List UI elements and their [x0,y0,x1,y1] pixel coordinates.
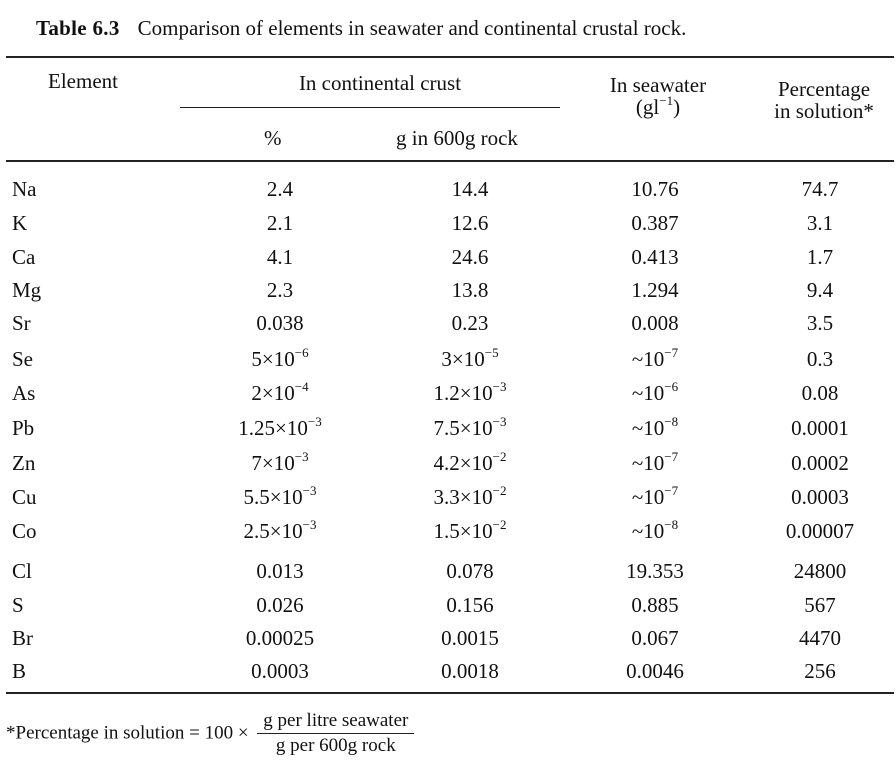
cell-sea: $\sim 10^{-7}$ [631,345,679,371]
cell-pct: $2.5\times 10^{-3}$ [243,517,317,543]
cell-sea: 0.0046 [626,659,684,683]
cell-pct: 0.038 [256,311,304,335]
cell-g: 14.4 [451,177,489,201]
cell-pct: $5.5\times 10^{-3}$ [243,483,317,509]
cell-percentage: 1.7 [806,245,834,269]
crust-group-rule [180,107,560,108]
table-number: Table 6.3 [36,16,120,40]
cell-pct: 0.0003 [251,659,309,683]
bottom-rule [6,692,894,694]
header-percentage-line1: Percentage [777,77,871,101]
row-element: K [12,211,28,235]
header-crust-group: In continental crust [298,71,462,95]
row-element: Zn [12,451,36,475]
cell-g: $3.3\times 10^{-2}$ [433,483,507,509]
row-element: Pb [12,416,35,440]
cell-pct: 2.1 [266,211,294,235]
footnote-numerator: g per litre seawater [257,710,414,734]
footnote-label: *Percentage in solution = 100 × [6,722,249,744]
cell-pct: $5\times 10^{-6}$ [251,345,309,371]
cell-sea: 0.067 [631,626,679,650]
cell-pct: 2.4 [266,177,294,201]
row-element: Ca [12,245,36,269]
cell-sea: $\sim 10^{-8}$ [631,517,679,543]
footnote-denominator: g per 600g rock [275,735,396,756]
cell-sea: $\sim 10^{-8}$ [631,414,679,440]
cell-g: 0.23 [451,311,489,335]
cell-percentage: 3.1 [806,211,834,235]
cell-sea: $\sim 10^{-6}$ [631,379,679,405]
footnote [6,710,414,757]
cell-sea: 19.353 [626,559,684,583]
header-bottom-rule [6,160,894,162]
cell-g: $7.5\times 10^{-3}$ [433,414,507,440]
table-caption [36,16,686,41]
row-element: Co [12,519,37,543]
cell-percentage: 24800 [793,559,847,583]
row-element: Cl [12,559,32,583]
cell-g: 0.0018 [441,659,499,683]
row-element: Mg [12,278,42,302]
cell-g: 0.078 [446,559,494,583]
cell-g: $4.2\times 10^{-2}$ [433,449,507,475]
header-element: Element [48,69,118,93]
header-crust-grams: g in 600g rock [396,126,518,150]
footnote-fraction [257,710,414,757]
cell-percentage: 0.08 [801,381,839,405]
cell-g: $1.5\times 10^{-2}$ [433,517,507,543]
cell-percentage: 74.7 [801,177,839,201]
row-element: S [12,593,24,617]
header-seawater-line2: $(gl^{-1})$ [635,93,681,119]
header-crust-percent: % [264,126,282,150]
table-title: Comparison of elements in seawater and continental crustal rock. [137,16,687,40]
cell-percentage: 4470 [799,626,841,650]
cell-percentage: 0.0003 [791,485,849,509]
cell-sea: 0.885 [631,593,679,617]
row-element: Br [12,626,33,650]
cell-sea: 0.008 [631,311,679,335]
row-element: Sr [12,311,31,335]
top-rule [6,56,894,58]
cell-pct: 0.00025 [245,626,315,650]
cell-percentage: 256 [804,659,836,683]
cell-percentage: 567 [804,593,836,617]
cell-pct: $2\times 10^{-4}$ [251,379,309,405]
cell-pct: $1.25\times 10^{-3}$ [238,414,322,440]
cell-g: 13.8 [451,278,489,302]
cell-g: $1.2\times 10^{-3}$ [433,379,507,405]
cell-sea: $\sim 10^{-7}$ [631,449,679,475]
cell-g: $3\times 10^{-5}$ [441,345,499,371]
row-element: As [12,381,36,405]
cell-sea: 1.294 [631,278,679,302]
header-seawater [578,74,738,121]
header-percentage [752,78,896,122]
cell-g: 24.6 [451,245,489,269]
cell-percentage: 9.4 [806,278,834,302]
cell-g: 0.156 [446,593,494,617]
cell-pct: $7\times 10^{-3}$ [251,449,309,475]
cell-sea: $\sim 10^{-7}$ [631,483,679,509]
cell-percentage: 0.3 [806,347,834,371]
header-seawater-line1: In seawater [609,73,707,97]
row-element: Se [12,347,33,371]
row-element: Na [12,177,37,201]
cell-pct: 0.013 [256,559,304,583]
cell-sea: 0.413 [631,245,679,269]
cell-g: 0.0015 [441,626,499,650]
cell-percentage: 0.00007 [785,519,855,543]
cell-pct: 2.3 [266,278,294,302]
cell-pct: 4.1 [266,245,294,269]
cell-g: 12.6 [451,211,489,235]
row-element: B [12,659,27,683]
cell-percentage: 0.0002 [791,451,849,475]
row-element: Cu [12,485,37,509]
header-percentage-line2: in solution* [774,99,874,123]
cell-sea: 10.76 [631,177,679,201]
cell-sea: 0.387 [631,211,679,235]
cell-percentage: 3.5 [806,311,834,335]
cell-pct: 0.026 [256,593,304,617]
cell-percentage: 0.0001 [791,416,849,440]
